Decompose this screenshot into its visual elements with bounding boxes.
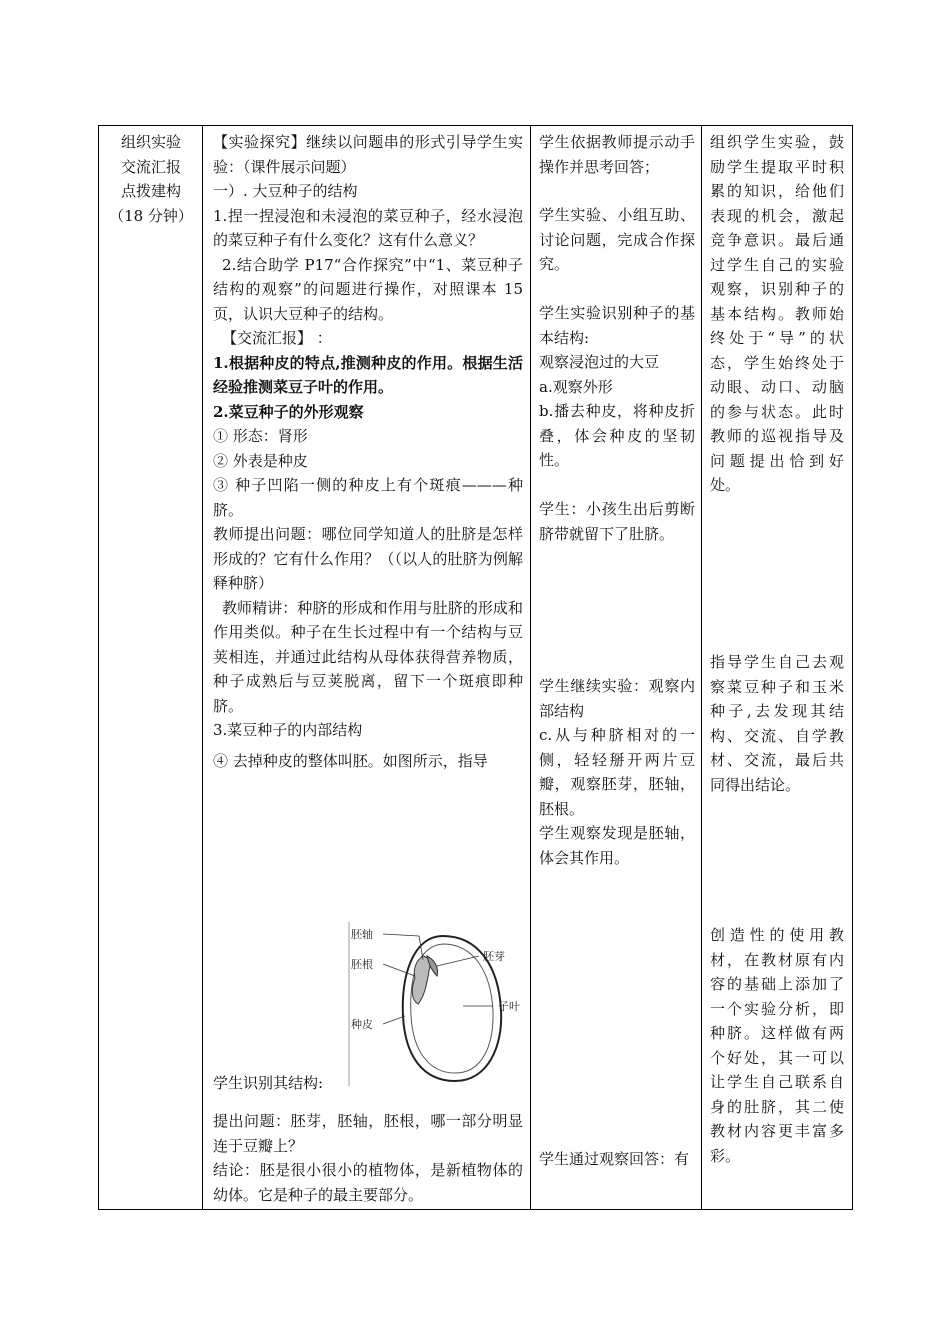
identify-label: 学生识别其结构: bbox=[213, 1074, 324, 1092]
list-item: ① 形态：肾形 bbox=[213, 427, 308, 445]
teacher-conclusion bbox=[213, 1109, 523, 1207]
paragraph: ④ 去掉种皮的整体叫胚。如图所示，指导 bbox=[213, 751, 488, 770]
paragraph: 结论：胚是很小很小的植物体，是新植物体的幼体。它是种子的最主要部分。 bbox=[213, 1161, 523, 1204]
paragraph: 教师提出问题：哪位同学知道人的肚脐是怎样形成的？它有什么作用？（（以人的肚脐为例解释种脐） bbox=[213, 525, 523, 592]
list-item: c.从与种脐相对的一侧，轻轻掰开两片豆瓣，观察胚芽，胚轴，胚根。 bbox=[539, 726, 695, 818]
stage-line: 组织实验 bbox=[120, 133, 181, 151]
paragraph: 学生实验识别种子的基本结构: bbox=[539, 304, 695, 347]
paragraph: 1.捏一捏浸泡和未浸泡的菜豆种子，经水浸泡的菜豆种子有什么变化？这有什么意义？ bbox=[213, 206, 523, 249]
seed-diagram-svg bbox=[343, 916, 543, 1096]
paragraph: 1.根据种皮的特点,推测种皮的作用。根据生活经验推测菜豆子叶的作用。 bbox=[213, 353, 523, 396]
stage-line: （18 分钟） bbox=[109, 206, 193, 225]
design-block-2: 指导学生自己去观察菜豆种子和玉米种子,去发现其结构、交流、自学教材、交流，最后共同得出结论。 bbox=[710, 653, 844, 794]
student-block-6: 学生通过观察回答：有 bbox=[539, 1150, 690, 1168]
paragraph: 学生继续实验：观察内部结构 bbox=[539, 677, 695, 720]
paragraph: 【实验探究】继续以问题串的形式引导学生实验：（课件展示问题） bbox=[213, 133, 523, 176]
diagram-label-axis: 胚轴 bbox=[351, 928, 373, 941]
student-block-1: 学生依据教师提示动手操作并思考回答； bbox=[539, 133, 695, 176]
student-block-2: 学生实验、小组互助、讨论问题，完成合作探究。 bbox=[539, 206, 695, 273]
seed-structure-diagram bbox=[343, 916, 543, 1096]
stage-label bbox=[105, 130, 197, 228]
student-column bbox=[531, 126, 702, 1209]
list-item: b.播去种皮，将种皮折叠，体会种皮的坚韧性。 bbox=[539, 402, 695, 469]
paragraph: 2.结合助学 P17“合作探究”中“1、菜豆种子结构的观察”的问题进行操作，对照课本 15 页，认识大豆种子的结构。 bbox=[213, 255, 523, 323]
stage-column bbox=[99, 126, 203, 1209]
list-item: ③ 种子凹陷一侧的种皮上有个斑痕———种脐。 bbox=[213, 476, 523, 519]
stage-line: 点拨建构 bbox=[120, 182, 181, 200]
design-block-3: 创造性的使用教材，在教材原有内容的基础上添加了一个实验分析，即种脐。这样做有两个好处，其一可以让学生自己联系自身的肚脐，其二使教材内容更丰富多彩。 bbox=[710, 926, 844, 1165]
student-block-3 bbox=[539, 301, 695, 473]
section-heading: 一）. 大豆种子的结构 bbox=[213, 182, 358, 200]
diagram-label-coat: 种皮 bbox=[351, 1018, 373, 1031]
design-block-1: 组织学生实验，鼓励学生提取平时积累的知识，给他们表现的机会，激起竞争意识。最后通过学生自己的实验观察，识别种子的基本结构。教师始终处于“导”的状态，学生始终处于动眼、动口、动脑的参与状态。此时教师的巡视指导及问题提出恰到好处。 bbox=[710, 133, 844, 494]
paragraph: 教师精讲：种脐的形成和作用与肚脐的形成和作用类似。种子在生长过程中有一个结构与豆荚相连，并通过此结构从母体获得营养物质，种子成熟后与豆荚脱离，留下一个斑痕即种脐。 bbox=[213, 598, 523, 715]
paragraph: 观察浸泡过的大豆 bbox=[539, 353, 660, 371]
diagram-label-leaf: 子叶 bbox=[498, 1000, 520, 1013]
stage-line: 交流汇报 bbox=[120, 157, 181, 176]
teacher-column bbox=[203, 126, 531, 1209]
section-heading: 3.菜豆种子的内部结构 bbox=[213, 721, 363, 739]
section-heading: 【交流汇报】 ： bbox=[222, 329, 332, 347]
list-item: a.观察外形 bbox=[539, 377, 613, 396]
paragraph: 学生观察发现是胚轴，体会其作用。 bbox=[539, 824, 695, 867]
student-block-4: 学生：小孩生出后剪断脐带就留下了肚脐。 bbox=[539, 500, 695, 543]
section-heading: 2.菜豆种子的外形观察 bbox=[213, 402, 364, 421]
student-block-5 bbox=[539, 674, 695, 870]
teacher-text bbox=[213, 130, 523, 773]
diagram-label-bud: 胚芽 bbox=[483, 950, 505, 963]
design-column bbox=[702, 126, 852, 1209]
paragraph: 提出问题：胚芽，胚轴，胚根，哪一部分明显连于豆瓣上？ bbox=[213, 1112, 523, 1155]
list-item: ② 外表是种皮 bbox=[213, 451, 308, 470]
diagram-label-root: 胚根 bbox=[351, 958, 373, 971]
lesson-table bbox=[98, 125, 853, 1210]
